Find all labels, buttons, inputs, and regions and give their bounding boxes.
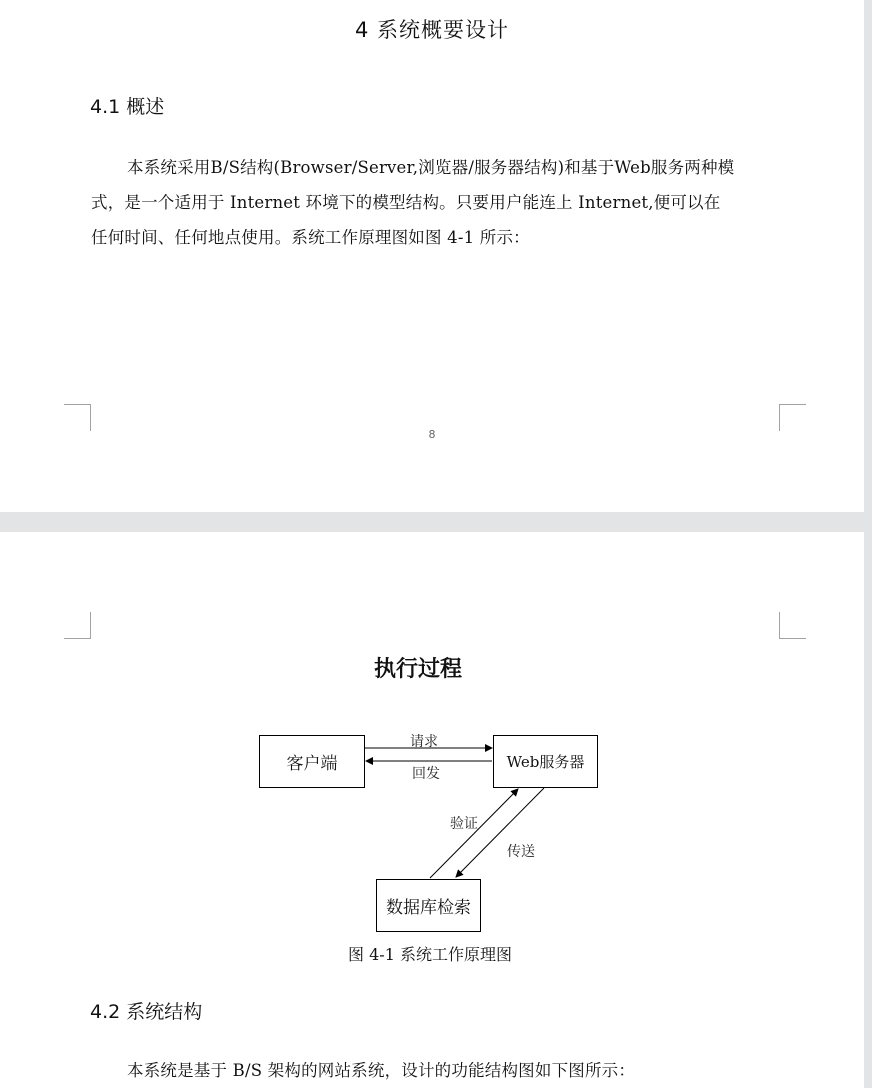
section-title-4-2: 4.2 系统结构 xyxy=(90,1001,203,1023)
reply-label: 回发 xyxy=(412,766,440,782)
verify-label: 验证 xyxy=(450,816,478,832)
database-node: 数据库检索 xyxy=(376,879,481,932)
paragraph-line: 本系统采用B/S结构(Browser/Server,浏览器/服务器结构)和基于Web服务两种模 xyxy=(127,158,735,177)
client-node: 客户端 xyxy=(259,735,365,788)
figure-caption: 图 4-1 系统工作原理图 xyxy=(348,945,512,964)
chapter-title: 4 系统概要设计 xyxy=(354,18,510,42)
structure-paragraph xyxy=(91,1053,781,1088)
request-label: 请求 xyxy=(410,734,438,750)
verify-arrow xyxy=(430,789,518,878)
page-number: 8 xyxy=(428,428,436,441)
paragraph-line: 任何时间、任何地点使用。系统工作原理图如图 4-1 所示： xyxy=(91,228,530,247)
diagram-title: 执行过程 xyxy=(373,656,462,682)
section-title-4-1: 4.1 概述 xyxy=(90,96,165,118)
paragraph-line: 式，是一个适用于 Internet 环境下的模型结构。只要用户能连上 Internet,便可以在 xyxy=(91,193,721,212)
transfer-label: 传送 xyxy=(507,844,535,860)
web-server-node: Web服务器 xyxy=(493,735,598,788)
paragraph-line: 本系统是基于 B/S 架构的网站系统，设计的功能结构图如下图所示： xyxy=(127,1061,636,1080)
